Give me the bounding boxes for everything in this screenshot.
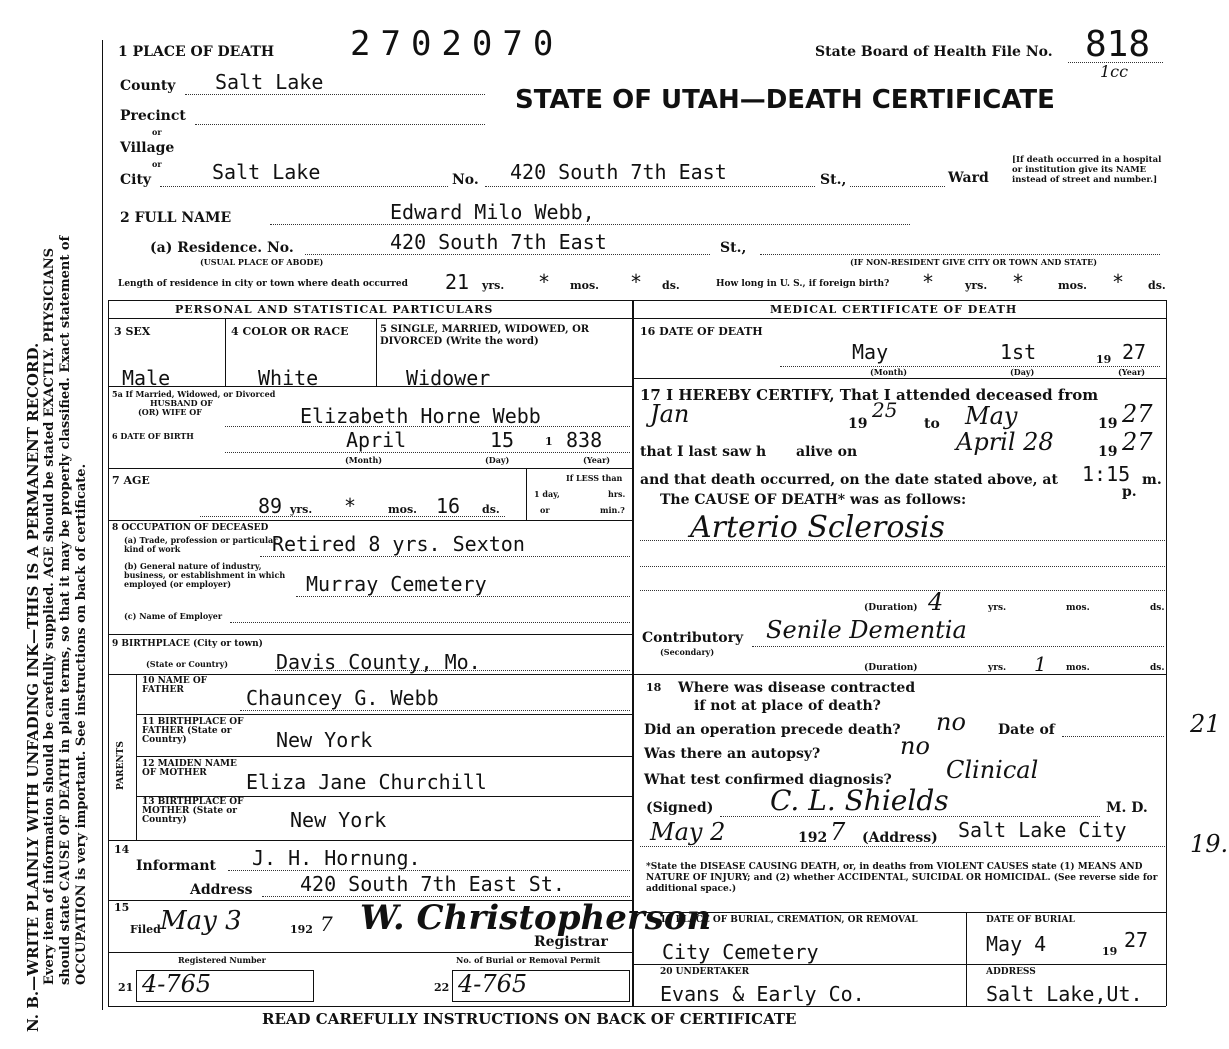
ward-note: [If death occurred in a hospital or institution give its NAME instead of street and number.] [1012, 155, 1162, 185]
father-birthplace-value: New York [276, 728, 373, 752]
full-name-line [270, 224, 910, 225]
row-rule-9 [108, 840, 632, 841]
county-label: County [120, 78, 176, 94]
street-value: 420 South 7th East [510, 160, 727, 184]
operation-label: Did an operation precede death? [644, 722, 901, 738]
birthplace-label: 9 BIRTHPLACE (City or town) [112, 639, 263, 649]
dob-year-sub: (Year) [583, 455, 611, 465]
disease-contracted-label-2: if not at place of death? [694, 698, 881, 714]
marital-value: Widower [406, 366, 491, 390]
file-note: 1cc [1100, 62, 1129, 81]
spouse-label-2: HUSBAND OF [150, 398, 213, 408]
residence-value: 420 South 7th East [390, 230, 607, 254]
street-st-label: St., [820, 172, 847, 188]
informant-address-label: Address [190, 882, 253, 898]
attended-from: Jan [650, 400, 690, 428]
informant-address-line [262, 896, 630, 897]
less-min-label: min.? [600, 505, 625, 515]
row-rule-11 [108, 952, 632, 953]
county-line [185, 94, 485, 95]
last-saw-19: 19 [1098, 444, 1118, 460]
age-line [200, 516, 505, 517]
medical-rule-1 [632, 378, 1166, 379]
ward-label: Ward [948, 170, 989, 186]
margin-note-2: Every item of information should be carefully supplied. AGE should be stated EXACTLY. PHYSICIANS [42, 247, 57, 985]
burial-date-label: DATE OF BURIAL [986, 915, 1075, 925]
contributory-value: Senile Dementia [766, 616, 967, 644]
attended-to: May [965, 402, 1018, 430]
sex-divider [225, 318, 226, 386]
death-time: 1:15 [1082, 462, 1131, 486]
occupation-a-line [260, 556, 630, 557]
sign-year-prefix: 192 [798, 830, 828, 846]
father-line [240, 710, 630, 711]
occupation-label: 8 OCCUPATION OF DECEASED [112, 523, 269, 533]
mother-birthplace-value: New York [290, 808, 387, 832]
us-mos-label: mos. [1058, 279, 1087, 292]
birthplace-value: Davis County, Mo. [276, 650, 481, 674]
length-mos-label: mos. [570, 279, 599, 292]
dob-line [225, 452, 630, 453]
medical-rule-3 [632, 912, 1166, 913]
operation-date-line [1062, 736, 1164, 737]
duration-value: 4 [928, 588, 944, 616]
sign-date: May 2 [650, 818, 726, 846]
sign-address: Salt Lake City [958, 818, 1127, 842]
county-value: Salt Lake [215, 70, 324, 94]
medical-section-header: MEDICAL CERTIFICATE OF DEATH [770, 303, 1018, 316]
undertaker-label: 20 UNDERTAKER [660, 967, 750, 977]
informant-line [228, 870, 630, 871]
attended-to-19: 19 [1098, 416, 1118, 432]
test-value: Clinical [946, 756, 1039, 784]
length-months: * [538, 270, 551, 294]
age-yrs-label: yrs. [290, 503, 313, 516]
length-days: * [630, 270, 643, 294]
signed-label: (Signed) [646, 800, 714, 816]
attended-to-year: 27 [1122, 400, 1153, 428]
burial-place-label: 19 PLACE OF BURIAL, CREMATION, OR REMOVAL [660, 915, 918, 925]
city-line [160, 186, 448, 187]
contrib-duration-value: 1 [1034, 652, 1047, 676]
contributory-sub: (Secondary) [660, 647, 715, 657]
informant-address-value: 420 South 7th East St. [300, 872, 565, 896]
birthplace-state-label: (State or Country) [146, 659, 229, 669]
registrar-label: Registrar [534, 934, 608, 950]
sign-address-line [640, 846, 1165, 847]
attended-from-19: 19 [848, 416, 868, 432]
death-time-pm: p. [1122, 484, 1137, 500]
permit-number-value: 4-765 [458, 970, 528, 998]
burial-year-prefix: 19 [1102, 945, 1118, 958]
signature-line [720, 816, 1100, 817]
full-name-label: 2 FULL NAME [120, 210, 232, 226]
color-divider [376, 318, 377, 386]
age-divider [526, 468, 527, 520]
cause-line-1 [640, 540, 1165, 541]
us-residence-label: How long in U. S., if foreign birth? [716, 279, 890, 289]
parents-label: PARENTS [116, 741, 126, 790]
duration-label: (Duration) [864, 603, 918, 613]
residence-sub-label: (USUAL PLACE OF ABODE) [200, 257, 324, 267]
autopsy-value: no [900, 732, 930, 760]
q18-number: 18 [646, 681, 662, 694]
color-label: 4 COLOR OR RACE [231, 325, 349, 338]
right-margin-mark-1: 21 [1190, 710, 1221, 738]
test-label: What test confirmed diagnosis? [644, 772, 892, 788]
row-rule-2 [108, 468, 632, 469]
duration-mos: mos. [1066, 603, 1090, 613]
age-years: 89 [258, 494, 283, 518]
last-saw-label: that I last saw h [640, 444, 767, 460]
length-yrs-label: yrs. [482, 279, 505, 292]
registered-num-label: 21 [118, 981, 134, 994]
row-rule-7 [136, 756, 632, 757]
informant-number: 14 [114, 843, 130, 856]
margin-rule [102, 40, 103, 1010]
filed-label: Filed [130, 923, 161, 936]
right-frame [1166, 300, 1167, 1006]
informant-value: J. H. Hornung. [252, 846, 421, 870]
filed-year-prefix: 192 [290, 923, 313, 936]
filed-year: 7 [320, 912, 333, 936]
death-month-sub: (Month) [870, 367, 908, 377]
occupation-a-value: Retired 8 yrs. Sexton [272, 532, 525, 556]
medical-rule-2 [632, 674, 1166, 675]
sex-value: Male [122, 366, 171, 390]
employer-line [230, 622, 630, 623]
death-year-sub: (Year) [1118, 367, 1146, 377]
burial-place-value: City Cemetery [662, 940, 819, 964]
us-ds-label: ds. [1148, 279, 1166, 292]
or-label-1: or [152, 127, 162, 137]
length-ds-label: ds. [662, 279, 680, 292]
file-number-label: State Board of Health File No. [815, 44, 1053, 60]
us-yrs-label: yrs. [965, 279, 988, 292]
father-value: Chauncey G. Webb [246, 686, 439, 710]
contrib-duration-label: (Duration) [864, 663, 918, 673]
age-mos-label: mos. [388, 503, 417, 516]
burial-divider [966, 912, 967, 1006]
contributory-label: Contributory [642, 630, 744, 646]
employer-label: (c) Name of Employer [124, 611, 223, 621]
filed-date: May 3 [160, 906, 242, 936]
age-months: * [344, 494, 357, 518]
file-number: 818 [1085, 24, 1151, 65]
city-value: Salt Lake [212, 160, 321, 184]
row-rule-1 [108, 386, 632, 387]
sign-address-label: (Address) [862, 830, 938, 846]
md-label: M. D. [1106, 800, 1148, 816]
duration-yrs: yrs. [988, 603, 1007, 613]
date-of-death-label: 16 DATE OF DEATH [640, 325, 763, 338]
death-occurred-label: and that death occurred, on the date stated above, at [640, 472, 1058, 488]
mother-value: Eliza Jane Churchill [246, 770, 487, 794]
certificate-title: STATE OF UTAH—DEATH CERTIFICATE [515, 85, 1055, 115]
father-birthplace-label: 11 BIRTHPLACE OF FATHER (State or Country) [142, 717, 244, 745]
street-line [485, 186, 815, 187]
registrar-signature: W. Christopherson [360, 898, 712, 938]
dob-month: April [346, 428, 407, 452]
death-year: 27 [1122, 340, 1147, 364]
row-rule-3 [108, 520, 632, 521]
cause-line-3 [640, 590, 1165, 591]
section-rule-top [108, 300, 1166, 301]
contributory-line [752, 646, 1164, 647]
registered-number-value: 4-765 [142, 970, 212, 998]
us-days: * [1112, 270, 1125, 294]
cause-value: Arterio Sclerosis [690, 510, 945, 545]
sign-year: 7 [830, 818, 846, 846]
residence-label: (a) Residence. No. [150, 240, 294, 256]
death-date-line [780, 366, 1160, 367]
residence-line [305, 254, 710, 255]
contrib-duration-ds: ds. [1150, 663, 1165, 673]
personal-section-header: PERSONAL AND STATISTICAL PARTICULARS [175, 303, 494, 316]
certify-statement: 17 I HEREBY CERTIFY, That I attended deceased from [640, 386, 1099, 404]
occupation-b-value: Murray Cemetery [306, 572, 487, 596]
row-rule-5 [108, 674, 632, 675]
less-than-label: If LESS than [566, 473, 623, 483]
margin-note-3: should state CAUSE OF DEATH in plain terms, so that it may be properly classified. Exact statement of [58, 235, 73, 985]
occupation-b-label: (b) General nature of industry, business, or establishment in which employed (or employer) [124, 561, 286, 589]
spouse-value: Elizabeth Horne Webb [300, 404, 541, 428]
mother-label: 12 MAIDEN NAME OF MOTHER [142, 759, 237, 778]
autopsy-label: Was there an autopsy? [644, 746, 821, 762]
dob-year-prefix: 1 [545, 435, 553, 448]
father-label: 10 NAME OF FATHER [142, 676, 208, 695]
death-day-sub: (Day) [1010, 367, 1035, 377]
street-no-label: No. [452, 172, 479, 188]
age-ds-label: ds. [482, 503, 500, 516]
row-rule-6 [136, 714, 632, 715]
bottom-rule [108, 1006, 1166, 1007]
less-hrs-label: hrs. [608, 489, 626, 499]
less-or-label: or [540, 505, 550, 515]
parents-divider [136, 674, 137, 840]
birthplace-line [275, 670, 630, 671]
residence-st-label: St., [720, 240, 747, 256]
sex-label: 3 SEX [114, 325, 151, 338]
dob-month-sub: (Month) [345, 455, 383, 465]
undertaker-value: Evans & Early Co. [660, 982, 865, 1006]
last-saw-mid: alive on [796, 444, 858, 460]
us-years: * [922, 270, 935, 294]
full-name-value: Edward Milo Webb, [390, 200, 595, 224]
spouse-line [225, 426, 630, 427]
or-label-2: or [152, 159, 162, 169]
occupation-b-line [296, 596, 630, 597]
city-label: City [120, 172, 152, 188]
cause-label: The CAUSE OF DEATH* was as follows: [660, 492, 967, 508]
undertaker-address-value: Salt Lake,Ut. [986, 982, 1143, 1006]
length-residence-label: Length of residence in city or town where death occurred [118, 279, 408, 289]
certificate-stamp-number: 2702070 [350, 24, 564, 64]
spouse-label-1: 5a If Married, Widowed, or Divorced [112, 389, 276, 399]
burial-date-value: May 4 [986, 932, 1047, 956]
disease-contracted-label: Where was disease contracted [678, 680, 916, 696]
informant-label: Informant [136, 858, 216, 874]
less-day-label: 1 day, [534, 489, 560, 499]
marital-label: 5 SINGLE, MARRIED, WIDOWED, OR DIVORCED (Write the word) [380, 324, 590, 347]
last-saw-date: April 28 [956, 428, 1054, 456]
permit-label: No. of Burial or Removal Permit [456, 955, 601, 965]
non-resident-label: (IF NON-RESIDENT GIVE CITY OR TOWN AND STATE) [850, 257, 1098, 267]
operation-value: no [936, 708, 966, 736]
dob-day: 15 [490, 428, 515, 452]
medical-rule-4 [632, 964, 1166, 965]
margin-note-4: OCCUPATION is very important. See instructions on back of certificate. [74, 463, 89, 985]
right-margin-mark-2: 19. [1190, 830, 1229, 858]
village-label: Village [120, 140, 175, 156]
contrib-duration-mos: mos. [1066, 663, 1090, 673]
operation-date-label: Date of [998, 722, 1055, 738]
mother-birthplace-label: 13 BIRTHPLACE OF MOTHER (State or Country) [142, 797, 244, 825]
age-label: 7 AGE [112, 474, 150, 487]
cause-footnote: *State the DISEASE CAUSING DEATH, or, in deaths from VIOLENT CAUSES state (1) MEANS AND NATURE OF INJURY; and (2) whether ACCIDENTAL, SUICIDAL OR HOMICIDAL. (See reverse side for additional space.) [646, 862, 1158, 894]
occupation-a-label: (a) Trade, profession or particular kind of work [124, 535, 278, 554]
precinct-label: Precinct [120, 108, 186, 124]
undertaker-address-label: ADDRESS [986, 967, 1036, 977]
contrib-duration-yrs: yrs. [988, 663, 1007, 673]
dob-label: 6 DATE OF BIRTH [112, 431, 194, 441]
cause-line-2 [640, 566, 1165, 567]
duration-ds: ds. [1150, 603, 1165, 613]
place-of-death-label: 1 PLACE OF DEATH [118, 44, 275, 60]
death-time-m: m. [1142, 472, 1162, 488]
spouse-label-3: (OR) WIFE OF [138, 407, 202, 417]
death-year-prefix: 19 [1096, 353, 1112, 366]
margin-note-1: N. B.—WRITE PLAINLY WITH UNFADING INK—THIS IS A PERMANENT RECORD. [24, 342, 42, 1032]
permit-num-label: 22 [434, 981, 450, 994]
death-month: May [852, 340, 889, 364]
row-rule-4 [108, 634, 632, 635]
footer-instructions: READ CAREFULLY INSTRUCTIONS ON BACK OF CERTIFICATE [262, 1010, 797, 1028]
age-days: 16 [436, 494, 461, 518]
ward-line [850, 186, 945, 187]
precinct-line [195, 124, 485, 125]
filed-number: 15 [114, 901, 130, 914]
death-day: 1st [1000, 340, 1037, 364]
burial-year: 27 [1124, 928, 1149, 952]
us-months: * [1012, 270, 1025, 294]
length-years: 21 [445, 270, 470, 294]
dob-day-sub: (Day) [485, 455, 510, 465]
section-rule-2 [108, 318, 1166, 319]
color-value: White [258, 366, 319, 390]
last-saw-year: 27 [1122, 428, 1153, 456]
residence-city-line [760, 254, 1160, 255]
physician-signature: C. L. Shields [770, 784, 949, 817]
attended-from-year: 25 [872, 398, 898, 422]
registered-number-label: Registered Number [178, 955, 266, 965]
dob-year: 838 [566, 428, 603, 452]
attended-to-label: to [924, 416, 940, 432]
